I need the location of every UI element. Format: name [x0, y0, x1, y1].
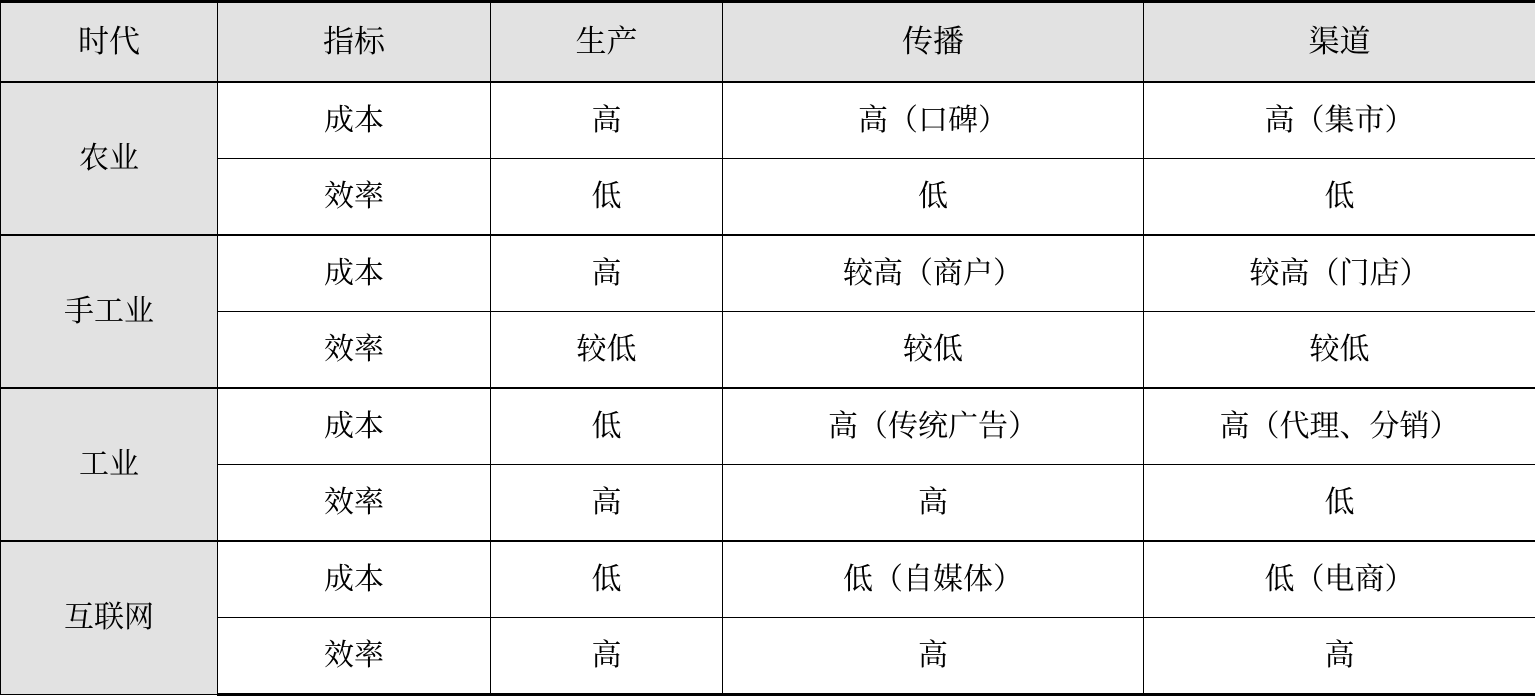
metric-label: 成本 — [218, 82, 491, 159]
cell-production: 高 — [491, 235, 723, 312]
era-label-handicraft: 手工业 — [1, 235, 218, 388]
cell-channel: 高 — [1144, 618, 1535, 695]
cell-production: 高 — [491, 82, 723, 159]
cell-production: 低 — [491, 388, 723, 465]
table-row — [1, 235, 1535, 312]
table-row — [1, 541, 1535, 618]
cell-spread: 较低 — [723, 312, 1144, 389]
era-label-internet: 互联网 — [1, 541, 218, 695]
table-row — [1, 465, 1535, 542]
table-row — [1, 159, 1535, 236]
cell-spread: 较高（商户） — [723, 235, 1144, 312]
cell-channel: 高（代理、分销） — [1144, 388, 1535, 465]
metric-label: 效率 — [218, 465, 491, 542]
table-row — [1, 388, 1535, 465]
metric-label: 成本 — [218, 388, 491, 465]
cell-channel: 较高（门店） — [1144, 235, 1535, 312]
table-row — [1, 82, 1535, 159]
era-label-industry: 工业 — [1, 388, 218, 541]
cell-production: 高 — [491, 618, 723, 695]
cell-spread: 高 — [723, 465, 1144, 542]
metric-label: 效率 — [218, 312, 491, 389]
table-row — [1, 618, 1535, 695]
cell-channel: 低 — [1144, 159, 1535, 236]
cell-production: 低 — [491, 159, 723, 236]
metric-label: 效率 — [218, 618, 491, 695]
column-header-channel: 渠道 — [1144, 2, 1535, 83]
metric-label: 效率 — [218, 159, 491, 236]
column-header-era: 时代 — [1, 2, 218, 83]
cell-production: 较低 — [491, 312, 723, 389]
era-label-agriculture: 农业 — [1, 82, 218, 235]
cell-spread: 高（传统广告） — [723, 388, 1144, 465]
column-header-metric: 指标 — [218, 2, 491, 83]
cell-spread: 高（口碑） — [723, 82, 1144, 159]
column-header-spread: 传播 — [723, 2, 1144, 83]
table-row — [1, 312, 1535, 389]
metric-label: 成本 — [218, 541, 491, 618]
cell-channel: 较低 — [1144, 312, 1535, 389]
cell-channel: 低 — [1144, 465, 1535, 542]
metric-label: 成本 — [218, 235, 491, 312]
cell-production: 低 — [491, 541, 723, 618]
cell-channel: 高（集市） — [1144, 82, 1535, 159]
cell-spread: 高 — [723, 618, 1144, 695]
cell-channel: 低（电商） — [1144, 541, 1535, 618]
column-header-production: 生产 — [491, 2, 723, 83]
cell-production: 高 — [491, 465, 723, 542]
table-header-row — [1, 2, 1535, 83]
cell-spread: 低 — [723, 159, 1144, 236]
cell-spread: 低（自媒体） — [723, 541, 1144, 618]
